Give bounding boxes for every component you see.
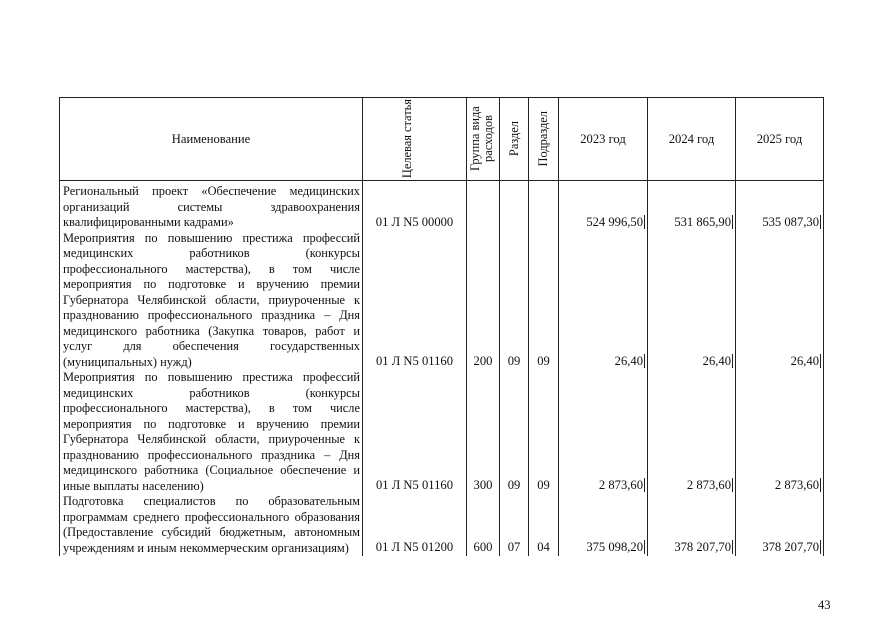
row-section: 09 <box>500 370 529 494</box>
row-section: 09 <box>500 231 529 371</box>
header-target-article: Целевая статья <box>363 98 467 181</box>
header-2025: 2025 год <box>736 98 824 181</box>
row-2023: 524 996,50 <box>586 214 643 229</box>
row-2024: 2 873,60 <box>686 478 731 492</box>
row-2023: 2 873,60 <box>598 478 643 492</box>
header-2024: 2024 год <box>648 98 736 181</box>
row-name: Региональный проект «Обеспечение медицинских организаций системы здравоохранения квалифицированными кадрами» <box>60 181 363 231</box>
header-section: Раздел <box>500 98 529 181</box>
row-expense-group: 600 <box>467 494 500 556</box>
row-subsection: 09 <box>529 231 559 371</box>
row-name: Мероприятия по повышению престижа профессий медицинских работников (конкурсы профессионального мастерства), в том числе мероприятия по подготовке и вручению премии Губернатора Челябинской области, приуроченные к празднованию профессионального праздника – Дня медицинского работника (Социальное обеспечение и иные выплаты населению) <box>60 370 363 494</box>
header-expense-group: Группа вида расходов <box>467 98 500 181</box>
row-2023: 26,40 <box>614 354 643 368</box>
row-target-article: 01 Л N5 00000 <box>363 181 467 231</box>
header-2023: 2023 год <box>559 98 648 181</box>
table-header-row <box>60 98 824 181</box>
row-subsection: 09 <box>529 370 559 494</box>
header-subsection: Подраздел <box>529 98 559 181</box>
page-number: 43 <box>818 598 831 612</box>
row-name: Мероприятия по повышению престижа профессий медицинских работников (конкурсы профессионального мастерства), в том числе мероприятия по подготовке и вручению премии Губернатора Челябинской области, приуроченные к празднованию профессионального праздника – Дня медицинского работника (Закупка товаров, работ и услуг для обеспечения государственных (муниципальных) нужд) <box>60 231 363 371</box>
table-row <box>60 494 824 556</box>
row-section: 07 <box>500 494 529 556</box>
row-2024: 378 207,70 <box>674 540 731 554</box>
row-2025: 378 207,70 <box>762 540 819 554</box>
table-row <box>60 370 824 494</box>
row-section <box>500 181 529 231</box>
row-subsection: 04 <box>529 494 559 556</box>
row-2025: 535 087,30 <box>762 214 819 229</box>
budget-table <box>59 97 824 556</box>
row-2023: 375 098,20 <box>586 540 643 554</box>
row-expense-group <box>467 181 500 231</box>
row-name: Подготовка специалистов по образовательным программам среднего профессионального образования (Предоставление субсидий бюджетным, автономным учреждениям и иным некоммерческим организациям) <box>60 494 363 556</box>
row-2025: 26,40 <box>790 354 819 368</box>
row-expense-group: 200 <box>467 231 500 371</box>
row-target-article: 01 Л N5 01160 <box>363 370 467 494</box>
row-2024: 26,40 <box>702 354 731 368</box>
row-target-article: 01 Л N5 01160 <box>363 231 467 371</box>
row-2024: 531 865,90 <box>674 214 731 229</box>
row-subsection <box>529 181 559 231</box>
header-name: Наименование <box>60 98 363 181</box>
row-2025: 2 873,60 <box>774 478 819 492</box>
row-target-article: 01 Л N5 01200 <box>363 494 467 556</box>
table-row <box>60 231 824 371</box>
table-row <box>60 181 824 231</box>
row-expense-group: 300 <box>467 370 500 494</box>
